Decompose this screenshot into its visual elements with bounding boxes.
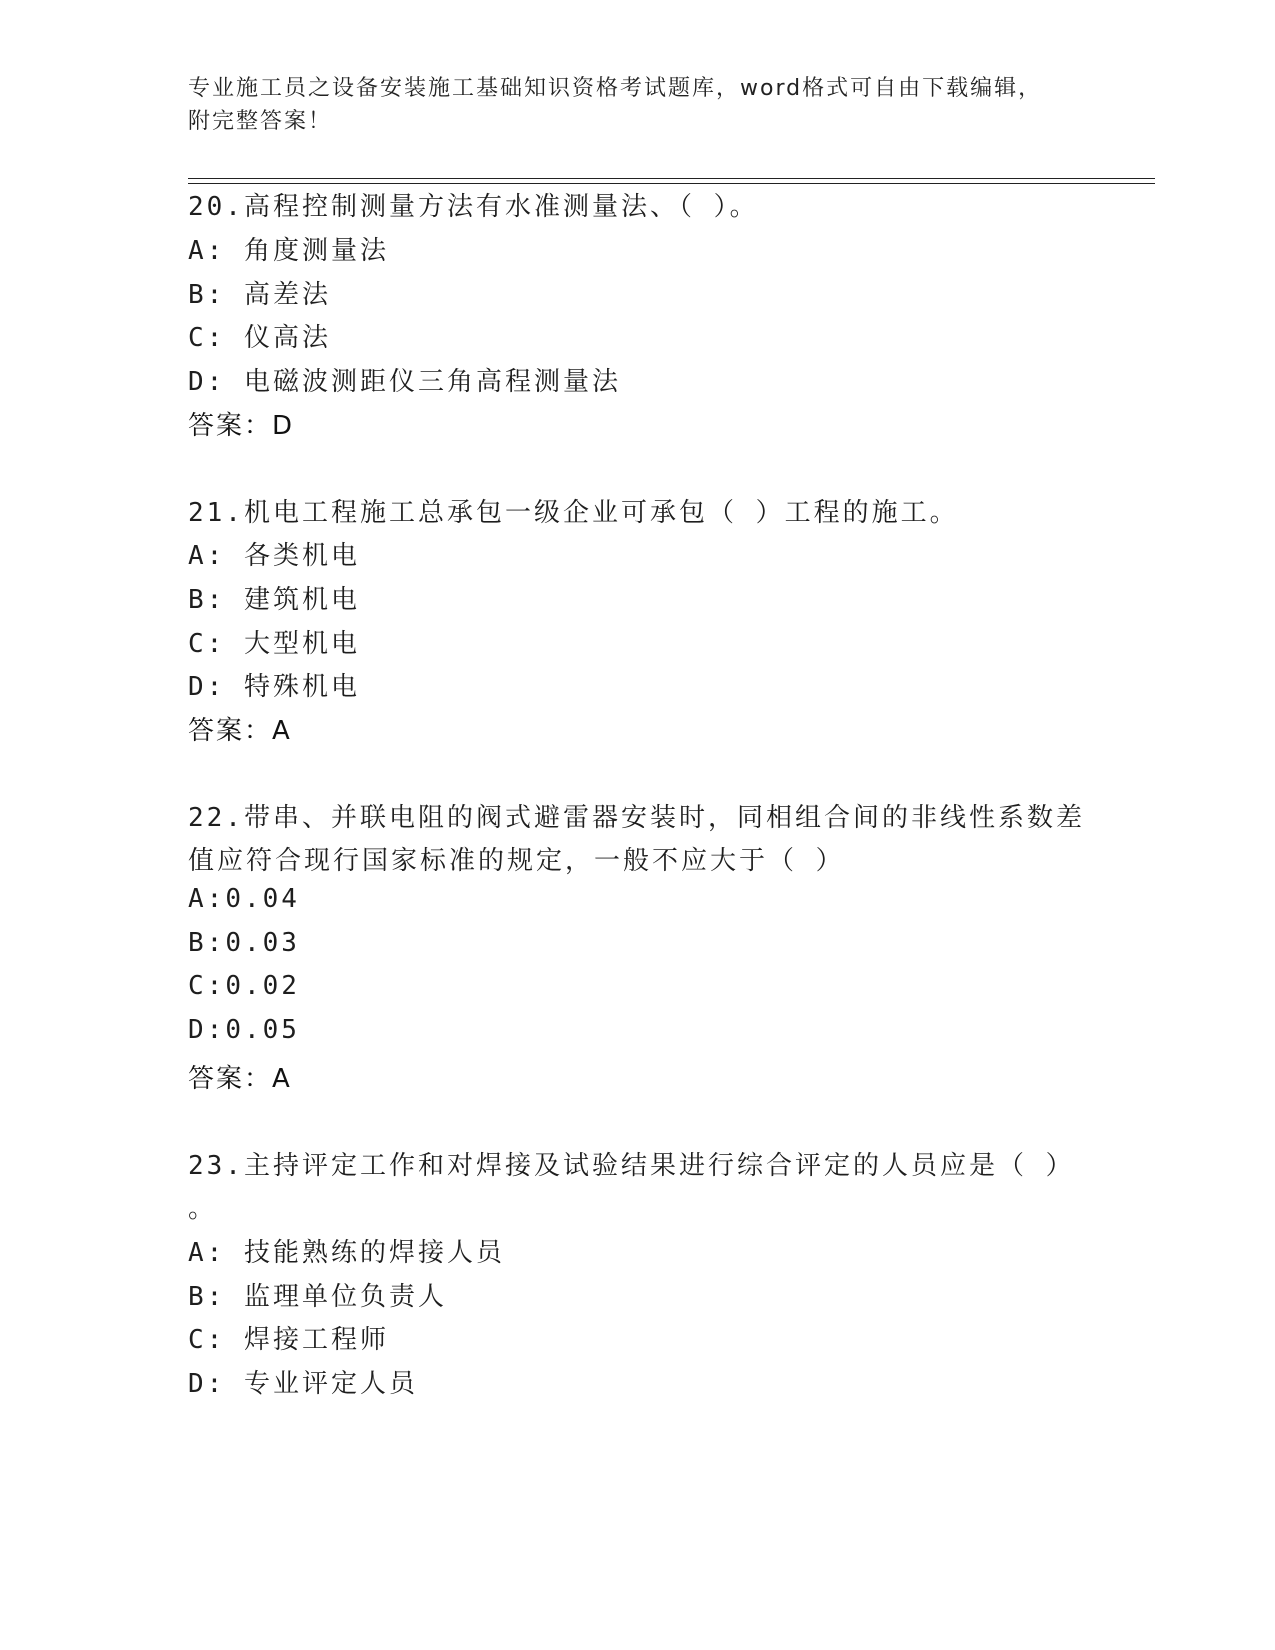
option-text: 电磁波测距仪三角高程测量法: [243, 367, 621, 397]
question-21-answer: 答案：A: [188, 716, 292, 746]
option-text: 各类机电: [243, 541, 360, 571]
option-text: 仪高法: [243, 323, 331, 353]
option-label: B:: [188, 1282, 226, 1312]
option-text: 0.05: [225, 1015, 300, 1045]
option-text: 角度测量法: [243, 236, 389, 266]
option-text: 焊接工程师: [243, 1325, 389, 1355]
option-text: 高差法: [243, 280, 331, 310]
option-text: 特殊机电: [243, 672, 360, 702]
option-text: 0.02: [225, 971, 300, 1001]
option-label: C:: [188, 971, 226, 1001]
option-label: D:: [188, 1369, 226, 1399]
question-22-option-c: [188, 971, 300, 1001]
document-header: [188, 72, 1088, 138]
option-text: 技能熟练的焊接人员: [243, 1238, 505, 1268]
question-22-option-a: [188, 884, 300, 914]
question-23-stem-line-2: 。: [188, 1194, 218, 1224]
question-20-option-b: [188, 274, 331, 311]
question-20-option-c: [188, 317, 331, 354]
question-21-option-d: [188, 666, 360, 703]
question-23-option-c: [188, 1319, 389, 1356]
option-label: C:: [188, 323, 226, 353]
option-label: C:: [188, 1325, 226, 1355]
question-23-option-a: [188, 1232, 505, 1269]
question-21-stem: 21.机电工程施工总承包一级企业可承包（ ）工程的施工。: [188, 498, 959, 528]
option-text: 专业评定人员: [243, 1369, 418, 1399]
option-label: A:: [188, 236, 226, 266]
option-label: A:: [188, 541, 226, 571]
option-text: 大型机电: [243, 629, 360, 659]
option-label: D:: [188, 672, 226, 702]
question-22-option-d: [188, 1015, 300, 1045]
option-label: D:: [188, 367, 226, 397]
option-label: A:: [188, 1238, 226, 1268]
option-label: D:: [188, 1015, 226, 1045]
option-label: B:: [188, 928, 226, 958]
question-21-option-c: [188, 623, 360, 660]
question-22-stem-line-2: 值应符合现行国家标准的规定，一般不应大于（ ）: [188, 846, 845, 876]
question-20-answer: 答案：D: [188, 411, 295, 441]
question-21-option-a: [188, 535, 360, 572]
option-text: 0.04: [225, 884, 300, 914]
question-23-option-b: [188, 1276, 447, 1313]
option-label: B:: [188, 280, 226, 310]
header-line-1: 专业施工员之设备安装施工基础知识资格考试题库，word格式可自由下载编辑，: [188, 76, 1043, 101]
question-22-stem-line-1: 22.带串、并联电阻的阀式避雷器安装时，同相组合间的非线性系数差: [188, 803, 1085, 833]
question-20-option-a: [188, 230, 389, 267]
question-23-stem-line-1: 23.主持评定工作和对焊接及试验结果进行综合评定的人员应是（ ）: [188, 1151, 1075, 1181]
option-text: 建筑机电: [243, 585, 360, 615]
question-22-option-b: [188, 928, 300, 958]
header-line-2: 附完整答案！: [188, 109, 333, 134]
option-text: 监理单位负责人: [243, 1282, 447, 1312]
header-divider-bottom: [188, 183, 1155, 184]
header-divider-top: [188, 178, 1155, 179]
question-20-option-d: [188, 361, 621, 398]
question-21-option-b: [188, 579, 360, 616]
option-label: A:: [188, 884, 226, 914]
option-label: B:: [188, 585, 226, 615]
option-text: 0.03: [225, 928, 300, 958]
option-label: C:: [188, 629, 226, 659]
question-22-answer: 答案：A: [188, 1064, 292, 1094]
question-20-stem: 20.高程控制测量方法有水准测量法、（ ）。: [188, 192, 759, 222]
question-23-option-d: [188, 1363, 418, 1400]
